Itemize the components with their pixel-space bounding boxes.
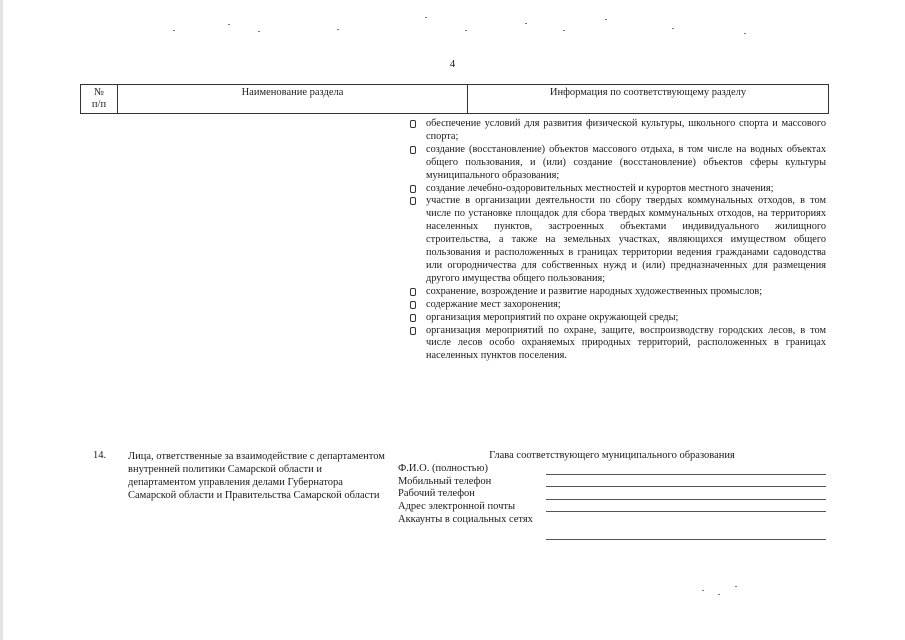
list-item xyxy=(410,299,826,312)
scan-speck xyxy=(563,30,565,31)
email-fill-line[interactable] xyxy=(546,511,826,512)
header-number-abbrev: п/п xyxy=(91,99,107,110)
contact-field-fio xyxy=(398,463,826,476)
contact-field-email xyxy=(398,501,826,514)
scan-speck xyxy=(337,29,339,30)
table-header xyxy=(80,84,829,114)
list-item xyxy=(410,286,826,299)
page-left-edge xyxy=(0,0,3,640)
list-item xyxy=(410,144,826,183)
row-14-heading: Глава соответствующего муниципального образования xyxy=(489,450,735,461)
scan-speck xyxy=(605,19,607,20)
list-item xyxy=(410,312,826,325)
header-section-info: Информация по соответствующему разделу xyxy=(467,85,828,113)
checkbox-bullet-icon xyxy=(410,327,416,335)
list-item-text: организация мероприятий по охране, защите, воспроизводству городских лесов, в том числе лесов особо охраняемых природных территорий, расположенных в границах населенных пунктов поселения. xyxy=(426,324,826,362)
list-item-text: организация мероприятий по охране окружающей среды; xyxy=(426,311,679,323)
list-item xyxy=(410,325,826,364)
fio-fill-line[interactable] xyxy=(546,474,826,475)
contact-field-label: Аккаунты в социальных сетях xyxy=(398,514,533,526)
mobile-phone-fill-line[interactable] xyxy=(546,486,826,487)
checkbox-bullet-icon xyxy=(410,120,416,128)
scan-speck xyxy=(465,30,467,31)
scan-speck xyxy=(702,590,704,591)
checkbox-bullet-icon xyxy=(410,197,416,205)
header-number-cell xyxy=(81,85,117,113)
social-accounts-fill-line[interactable] xyxy=(546,539,826,540)
list-item xyxy=(410,118,826,144)
checkbox-bullet-icon xyxy=(410,301,416,309)
scan-speck xyxy=(525,23,527,24)
list-item-text: создание (восстановление) объектов массового отдыха, в том числе на водных объектах общего пользования, и (или) создание (восстановление) объектов сферы культуры муниципального образования; xyxy=(426,143,826,181)
list-item-text: обеспечение условий для развития физической культуры, школьного спорта и массового спорта; xyxy=(426,118,826,142)
checkbox-bullet-icon xyxy=(410,288,416,296)
scan-speck xyxy=(173,30,175,31)
page-number: 4 xyxy=(449,58,456,70)
contact-field-social-accounts xyxy=(398,513,826,543)
scan-speck xyxy=(735,586,737,587)
scan-speck xyxy=(228,24,230,25)
scan-speck xyxy=(672,28,674,29)
contact-fields xyxy=(398,463,826,543)
contact-field-label: Адрес электронной почты xyxy=(398,500,516,512)
header-section-name: Наименование раздела xyxy=(117,85,467,113)
checkbox-bullet-icon xyxy=(410,146,416,154)
scan-speck xyxy=(718,594,720,595)
checkbox-bullet-icon xyxy=(410,185,416,193)
scan-speck xyxy=(425,17,427,18)
list-item-text: создание лечебно-оздоровительных местностей и курортов местного значения; xyxy=(426,182,774,194)
info-bullet-list xyxy=(410,118,826,363)
scan-speck xyxy=(258,31,260,32)
contact-field-label: Ф.И.О. (полностью) xyxy=(398,463,488,474)
work-phone-fill-line[interactable] xyxy=(546,499,826,500)
row-14-number: 14. xyxy=(93,450,107,461)
contact-field-mobile-phone xyxy=(398,476,826,489)
list-item xyxy=(410,195,826,285)
contact-field-label: Рабочий телефон xyxy=(398,488,475,500)
contact-field-label: Мобильный телефон xyxy=(398,475,492,487)
row-14-section-name: Лица, ответственные за взаимодействие с департаментом внутренней политики Самарской области и департаментом управления делами Губернатора Самарской области и Правительства Самарской области xyxy=(128,451,385,501)
scan-speck xyxy=(744,33,746,34)
list-item-text: содержание мест захоронения; xyxy=(426,298,561,310)
header-number-symbol: № xyxy=(93,87,105,98)
list-item xyxy=(410,183,826,196)
contact-field-work-phone xyxy=(398,488,826,501)
list-item-text: сохранение, возрождение и развитие народных художественных промыслов; xyxy=(426,285,763,297)
checkbox-bullet-icon xyxy=(410,314,416,322)
list-item-text: участие в организации деятельности по сбору твердых коммунальных отходов, в том числе по установке площадок для сбора твердых коммунальных отходов, на территориях населенных пунктов, застроенных объектами индивидуального жилищного строительства, а также на земельных участках, являющихся имуществом общего пользования и расположенных в границах территории ведения гражданами садоводства или огородничества для собственных нужд и (или) предназначенных для размещения другого имущества общего пользования; xyxy=(426,195,826,284)
